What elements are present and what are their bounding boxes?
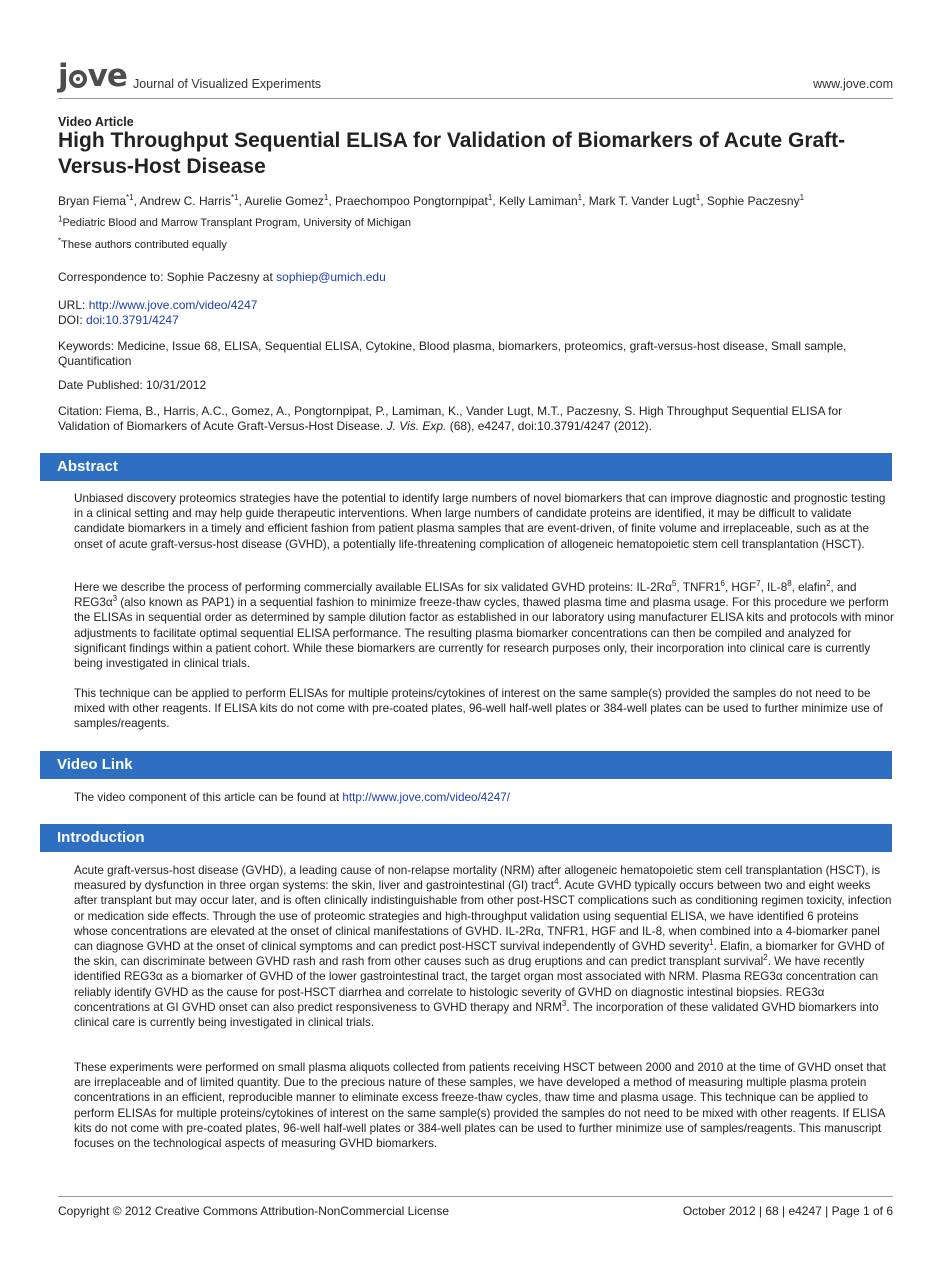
article-type: Video Article — [58, 115, 134, 129]
page-footer — [58, 1196, 893, 1218]
author: Kelly Lamiman — [498, 194, 578, 208]
author: Sophie Paczesny — [706, 194, 800, 208]
page-header — [58, 58, 893, 99]
copyright-notice: Copyright © 2012 Creative Commons Attribution-NonCommercial License — [58, 1204, 450, 1218]
section-header-abstract: Abstract — [40, 453, 892, 481]
abstract-paragraph: Here we describe the process of performing commercially available ELISAs for six validated GVHD proteins: $IL-2R\alpha^5$, $TNFR1^6$, HGF$^7$, $IL-8^8$, elafin$^2$, and $REG3\alpha^3$ (also known as PAP1) in a sequential fashion to minimize freeze-thaw cycles, thawed plasma time and plasma usage. For this procedure we perform the ELISAs in sequential order as determined by sample dilution factor as established in our laboratory using manufacturer ELISA kits and protocols with minor adjustments to facilitate optimal sequential ELISA performance. The resulting plasma biomarker concentrations can then be compiled and analyzed for significant findings within a patient cohort. While these biomarkers are currently for research purposes only, their incorporation into clinical care is currently being investigated in clinical trials. — [74, 579, 894, 671]
journal-name: Journal of Visualized Experiments — [133, 77, 322, 91]
article-title: High Throughput Sequential ELISA for Validation of Biomarkers of Acute Graft-Versus-Host Disease — [58, 129, 846, 178]
section-header-introduction: Introduction — [40, 824, 892, 852]
doi-link[interactable]: doi:10.3791/4247 — [86, 313, 179, 327]
citation: Citation: Fiema, B., Harris, A.C., Gomez, A., Pongtornpipat, P., Lamiman, K., Vander Lugt, M.T., Paczesny, S. High Throughput Sequential ELISA for Validation of Biomarkers of Acute Graft-Versus-Host Disease. J. Vis. Exp. (68), e4247, doi:10.3791/4247 (2012). — [58, 404, 843, 433]
author: Andrew C. Harris — [139, 194, 231, 208]
page-info: October 2012 | 68 | e4247 | Page 1 of 6 — [682, 1204, 893, 1218]
affiliation: $^1$Pediatric Blood and Marrow Transplant Program, University of Michigan — [58, 214, 411, 229]
introduction-paragraph: Acute graft-versus-host disease (GVHD), a leading cause of non-relapse mortality (NRM) after allogeneic hematopoietic stem cell transplantation (HSCT), is measured by dysfunction in three organ systems: the skin, liver and gastrointestinal (GI) tract$^4$. Acute GVHD typically occurs between two and eight weeks after transplant but may occur later, and is often clinically indistinguishable from other post-HSCT complications such as conditioning regimen toxicity, infection or medication side effects. Through the use of proteomic strategies and high-throughput validation using sequential ELISA, we have identified 6 proteins whose concentrations are elevated at the onset of clinical manifestations of GVHD. IL-2Rα, TNFR1, HGF and IL-8, when combined into a 4-biomarker panel can diagnose GVHD at the onset of clinical symptoms and can predict post-HSCT survival independently of GVHD severity$^1$. Elafin, a biomarker for GVHD of the skin, can discriminate between GVHD rash and rash from other causes such as drug eruptions and can predict transplant survival$^2$. We have recently identified REG3α as a biomarker of GVHD of the lower gastrointestinal tract, the target organ most associated with NRM. Plasma REG3α concentration can reliably identify GVHD as the cause for post-HSCT diarrhea and correlate to histologic severity of GVHD on diagnostic intestinal biopsies. REG3α concentrations at GI GVHD onset can also predict responsiveness to GVHD therapy and NRM$^3$. The incorporation of these validated GVHD biomarkers into clinical care is currently being investigated in clinical trials. — [74, 864, 892, 1030]
date-published: Date Published: 10/31/2012 — [58, 378, 207, 392]
correspondence-email-link[interactable]: sophiep@umich.edu — [276, 270, 386, 284]
jove-logo[interactable]: j ve — [58, 58, 127, 94]
introduction-paragraph: These experiments were performed on small plasma aliquots collected from patients receiving HSCT between 2000 and 2010 at the time of GVHD onset that are irreplaceable and of limited quantity. Due to the precious nature of these samples, we have developed a method of measuring multiple plasma protein concentrations in an efficient, reproducible manner to eliminate excess freeze-thaw cycles, thaw time and plasma usage. This technique can be applied to perform ELISAs for multiple proteins/cytokines of interest on the same sample(s) provided the samples do not need to be mixed with other reagents. If ELISA kits do not come with pre-coated plates, 96-well half-well plates or 384-well plates can be used to further minimize use of samples/reagents. This manuscript focuses on the technological aspects of measuring GVHD biomarkers. — [74, 1061, 886, 1151]
author: Aurelie Gomez — [244, 194, 324, 208]
section-header-video-link: Video Link — [40, 751, 892, 779]
contribution-note: *These authors contributed equally — [58, 236, 227, 251]
video-url-link[interactable]: http://www.jove.com/video/4247/ — [342, 791, 510, 804]
correspondence: Correspondence to: Sophie Paczesny at sophiep@umich.edu — [58, 270, 386, 284]
abstract-paragraph: Unbiased discovery proteomics strategies have the potential to identify large numbers of novel biomarkers that can improve diagnostic and prognostic testing in a clinical setting and may help guide therapeutic interventions. When large numbers of candidate proteins are identified, it may be difficult to validate candidate biomarkers in a timely and efficient fashion from patient plasma samples that are event-driven, of finite volume and irreplaceable, such as at the onset of acute graft-versus-host disease (GVHD), a potentially life-threatening complication of allogeneic hematopoietic stem cell transplantation (HSCT). — [74, 492, 886, 551]
video-link-paragraph: The video component of this article can be found at http://www.jove.com/video/4247/ — [74, 791, 510, 804]
author: Bryan Fiema — [58, 194, 127, 208]
keywords: Keywords: Medicine, Issue 68, ELISA, Sequential ELISA, Cytokine, Blood plasma, biomarkers, proteomics, graft-versus-host disease, Small sample, Quantification — [58, 339, 847, 368]
article-url-link[interactable]: http://www.jove.com/video/4247 — [88, 298, 258, 312]
author: Praechompoo Pongtornpipat — [335, 194, 488, 208]
url-doi-block: URL: http://www.jove.com/video/4247 DOI: doi:10.3791/4247 — [58, 298, 258, 327]
site-url-link[interactable]: www.jove.com — [813, 77, 893, 91]
abstract-paragraph: This technique can be applied to perform ELISAs for multiple proteins/cytokines of interest on the same sample(s) provided the samples do not need to be mixed with other reagents. If ELISA kits do not come with pre-coated plates, 96-well half-well plates or 384-well plates can be used to further minimize use of samples/reagents. — [74, 687, 883, 731]
author: Mark T. Vander Lugt — [588, 194, 696, 208]
author-list: Bryan Fiema$^{*1}$, Andrew C. Harris$^{*1}$, Aurelie Gomez$^1$, Praechompoo Pongtornpipat$^1$, Kelly Lamiman$^1$, Mark T. Vander Lugt$^1$, Sophie Paczesny$^1$ — [58, 193, 805, 208]
